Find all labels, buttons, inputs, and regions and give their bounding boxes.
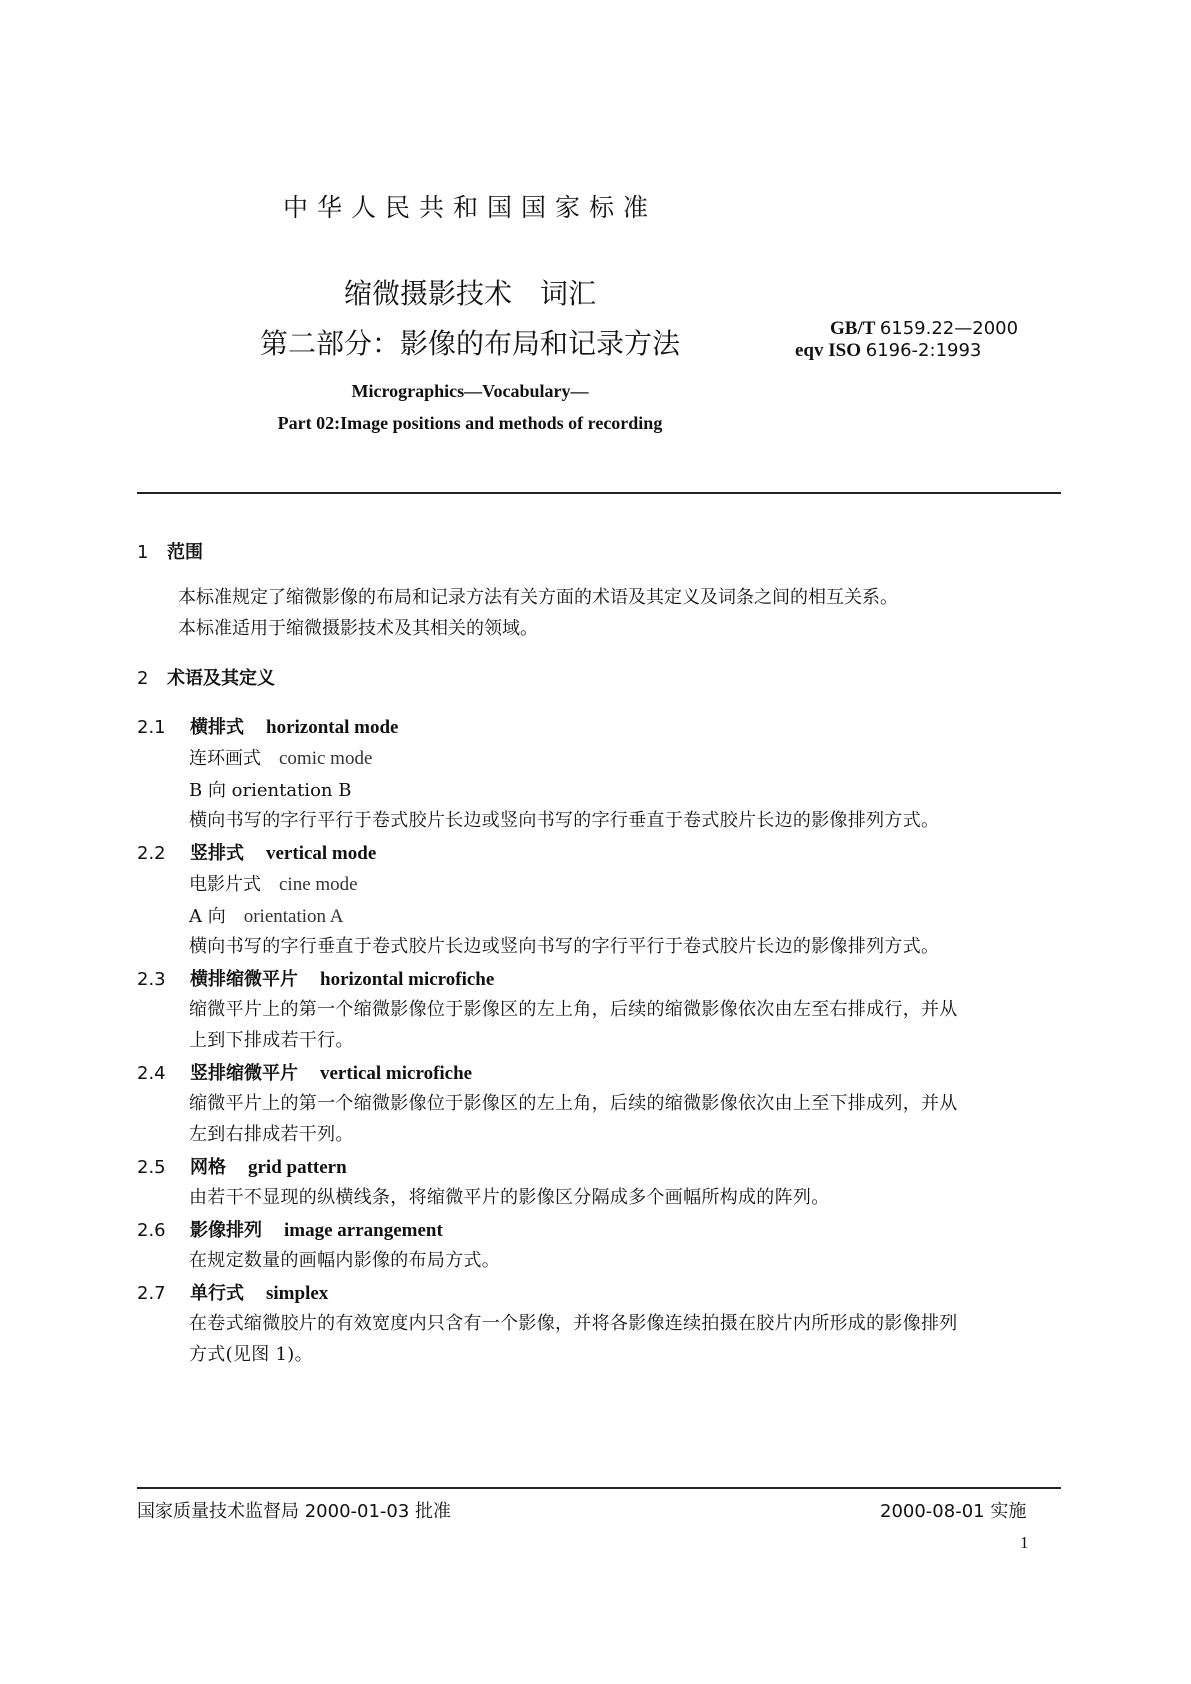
term-cn: 影像排列 xyxy=(190,1220,262,1241)
synonym-cn: A 向 xyxy=(189,906,226,927)
term-2-4 xyxy=(137,1059,472,1085)
synonym-en: orientation A xyxy=(243,906,344,927)
term-2-4-definition-line2: 左到右排成若干列。 xyxy=(189,1124,354,1145)
term-2-3 xyxy=(137,965,494,991)
term-number: 2.6 xyxy=(137,1220,166,1241)
scope-paragraph-2: 本标准适用于缩微摄影技术及其相关的领域。 xyxy=(178,618,538,639)
term-2-2 xyxy=(137,839,376,865)
term-2-5-definition: 由若干不显现的纵横线条，将缩微平片的影像区分隔成多个画幅所构成的阵列。 xyxy=(189,1187,830,1208)
standard-code xyxy=(830,318,1018,339)
equiv-prefix: eqv ISO xyxy=(795,340,861,361)
synonym-en: cine mode xyxy=(279,874,358,895)
term-2-1-definition: 横向书写的字行平行于卷式胶片长边或竖向书写的字行垂直于卷式胶片长边的影像排列方式。 xyxy=(189,810,940,831)
term-en: horizontal microfiche xyxy=(320,969,495,990)
header-divider xyxy=(137,492,1061,494)
scope-paragraph-1: 本标准规定了缩微影像的布局和记录方法有关方面的术语及其定义及词条之间的相互关系。 xyxy=(178,587,898,608)
term-number: 2.2 xyxy=(137,843,166,864)
term-number: 2.3 xyxy=(137,969,166,990)
section-title: 术语及其定义 xyxy=(167,668,275,689)
synonym-en: comic mode xyxy=(279,748,373,769)
term-2-2-synonym-2 xyxy=(189,902,343,928)
term-2-2-synonym-1 xyxy=(189,870,358,896)
term-2-3-definition-line1: 缩微平片上的第一个缩微影像位于影像区的左上角，后续的缩微影像依次由左至右排成行，并从 xyxy=(189,999,958,1020)
term-cn: 竖排缩微平片 xyxy=(190,1063,298,1084)
term-en: grid pattern xyxy=(248,1157,347,1178)
synonym-cn: 连环画式 xyxy=(189,748,261,769)
code-prefix: GB/T xyxy=(830,318,876,339)
term-2-5 xyxy=(137,1153,347,1179)
term-en: image arrangement xyxy=(284,1220,443,1241)
approval-text: 国家质量技术监督局 2000-01-03 批准 xyxy=(137,1501,452,1522)
term-cn: 竖排式 xyxy=(190,843,244,864)
implementation-date: 2000-08-01 实施 xyxy=(880,1501,1027,1522)
national-standard-heading: 中华人民共和国国家标准 xyxy=(282,193,657,222)
term-en: simplex xyxy=(266,1283,329,1304)
term-2-7-definition-line2: 方式(见图 1)。 xyxy=(189,1344,313,1365)
term-en: vertical mode xyxy=(266,843,377,864)
term-2-1 xyxy=(137,713,398,739)
term-2-6 xyxy=(137,1216,443,1242)
term-number: 2.5 xyxy=(137,1157,166,1178)
section-title: 范围 xyxy=(167,542,203,563)
section-2-heading xyxy=(137,664,275,690)
title-en-line1: Micrographics—Vocabulary— xyxy=(351,381,589,401)
equivalent-standard xyxy=(795,340,981,361)
title-cn-line2: 第二部分：影像的布局和记录方法 xyxy=(259,327,680,360)
term-cn: 横排缩微平片 xyxy=(190,969,298,990)
section-number: 2 xyxy=(137,668,149,689)
term-cn: 横排式 xyxy=(190,717,244,738)
synonym-cn: 电影片式 xyxy=(189,874,261,895)
term-en: horizontal mode xyxy=(266,717,399,738)
page-number: 1 xyxy=(1020,1533,1029,1552)
term-en: vertical microfiche xyxy=(320,1063,473,1084)
section-number: 1 xyxy=(137,542,149,563)
term-2-6-definition: 在规定数量的画幅内影像的布局方式。 xyxy=(189,1250,501,1271)
section-1-heading xyxy=(137,538,203,564)
term-2-1-synonym-1 xyxy=(189,744,372,770)
code-number: 6159.22—2000 xyxy=(879,318,1019,339)
term-number: 2.7 xyxy=(137,1283,166,1304)
term-cn: 网格 xyxy=(190,1157,226,1178)
term-2-3-definition-line2: 上到下排成若干行。 xyxy=(189,1030,354,1051)
title-cn-line1: 缩微摄影技术 词汇 xyxy=(343,277,596,310)
term-2-1-synonym-2: B 向 orientation B xyxy=(189,780,352,801)
term-2-2-definition: 横向书写的字行垂直于卷式胶片长边或竖向书写的字行平行于卷式胶片长边的影像排列方式。 xyxy=(189,936,940,957)
term-number: 2.1 xyxy=(137,717,166,738)
term-cn: 单行式 xyxy=(190,1283,244,1304)
equiv-number: 6196-2:1993 xyxy=(865,340,982,361)
title-en-line2: Part 02:Image positions and methods of recording xyxy=(277,413,663,433)
term-2-4-definition-line1: 缩微平片上的第一个缩微影像位于影像区的左上角，后续的缩微影像依次由上至下排成列，并从 xyxy=(189,1093,958,1114)
term-number: 2.4 xyxy=(137,1063,166,1084)
footer-divider xyxy=(137,1487,1061,1489)
term-2-7-definition-line1: 在卷式缩微胶片的有效宽度内只含有一个影像，并将各影像连续拍摄在胶片内所形成的影像排列 xyxy=(189,1313,958,1334)
term-2-7 xyxy=(137,1279,328,1305)
